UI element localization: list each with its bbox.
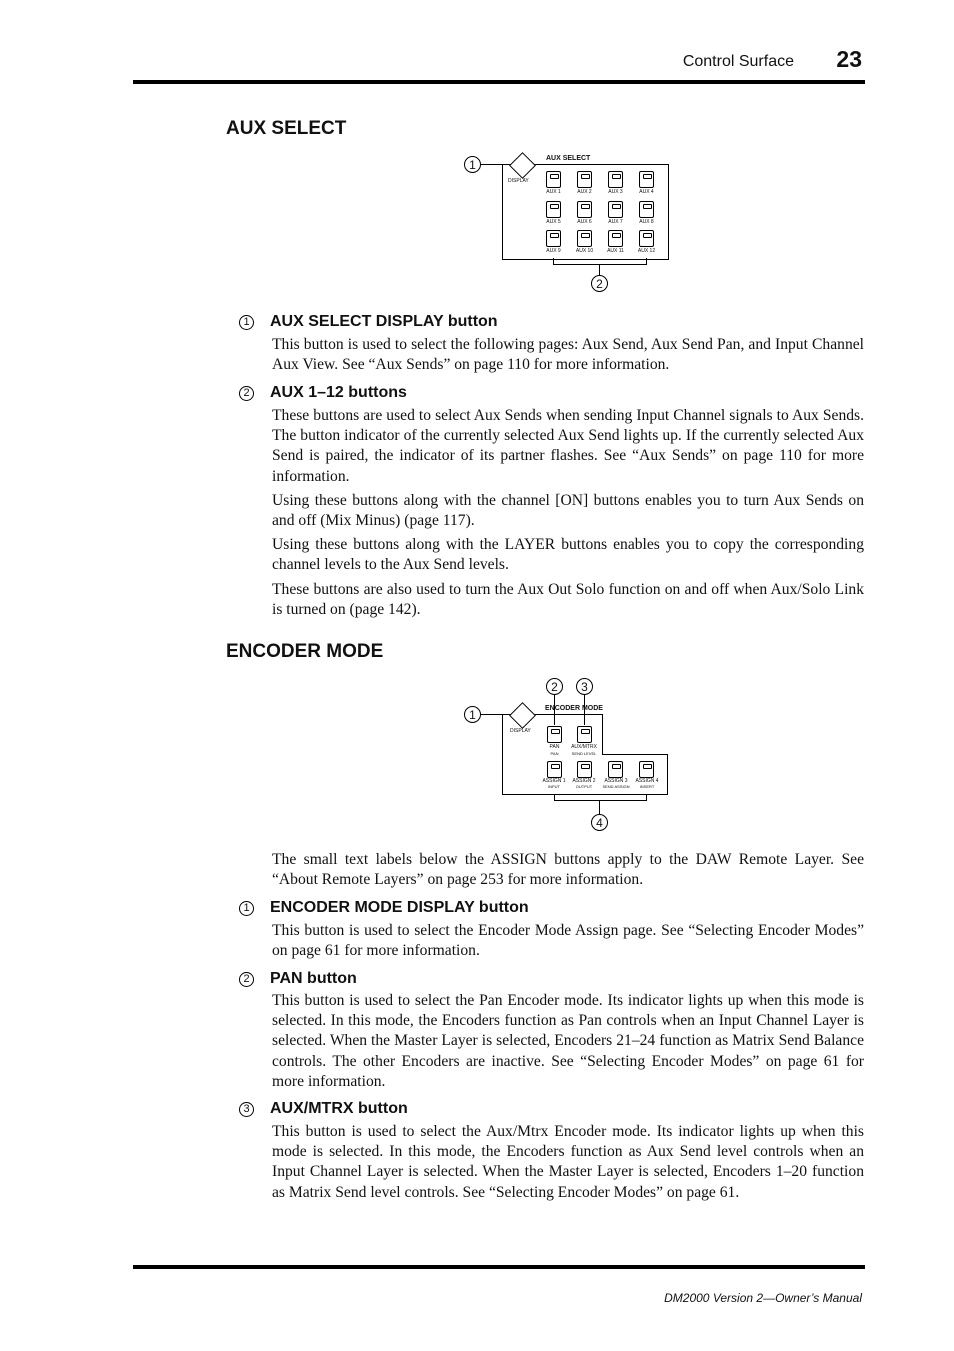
frame-step <box>602 714 603 754</box>
bracket-bottom <box>553 264 647 265</box>
encoder-item-3-heading <box>239 1100 408 1118</box>
aux-panel-title: AUX SELECT <box>546 155 591 162</box>
aux-7-label: AUX 7 <box>608 219 623 225</box>
aux-3-label: AUX 3 <box>608 189 623 195</box>
assign-3-button[interactable] <box>608 761 623 778</box>
aux-6-button[interactable] <box>577 201 592 218</box>
item-number: 2 <box>239 972 254 987</box>
bracket-stem <box>599 800 600 814</box>
item-title: AUX/MTRX button <box>270 1100 408 1117</box>
callout-1: 1 <box>464 156 481 173</box>
aux-item-2-text-3: Using these buttons along with the LAYER buttons enables you to copy the corresponding channel levels to the Aux Send levels. <box>272 536 864 574</box>
aux-5-button[interactable] <box>546 201 561 218</box>
aux-select-diagram <box>462 150 672 295</box>
callout-4: 4 <box>591 814 608 831</box>
item-number: 1 <box>239 315 254 330</box>
encoder-display-button[interactable] <box>509 702 536 729</box>
encoder-item-1-heading <box>239 899 529 917</box>
item-title: PAN button <box>270 970 357 987</box>
assign-1-button[interactable] <box>547 761 562 778</box>
callout-2: 2 <box>591 275 608 292</box>
aux-mtrx-label: AUX/MTRX <box>571 744 597 750</box>
encoder-item-1-text: This button is used to select the Encoder Mode Assign page. See “Selecting Encoder Modes” on page 61 for more information. <box>272 922 864 960</box>
frame-bottom <box>502 794 668 795</box>
aux-2-button[interactable] <box>577 171 592 188</box>
aux-11-label: AUX 11 <box>607 248 624 254</box>
aux-mtrx-button[interactable] <box>577 726 592 743</box>
frame-top-lower <box>602 754 667 755</box>
display-label: DISPLAY <box>508 178 529 184</box>
item-title: AUX 1–12 buttons <box>270 384 407 401</box>
encoder-item-3-text: This button is used to select the Aux/Mtrx Encoder mode. Its indicator lights up when this mode is selected. In this mode, the Encoders function as Aux Send level controls when an Input Channel Layer is selected. When the Master Layer is selected, Encoders 1–20 function as Matrix Send level controls. See “Selecting Encoder Modes” on page 61. <box>272 1123 864 1201</box>
section-title-encoder-mode: ENCODER MODE <box>226 641 384 662</box>
callout-2: 2 <box>546 678 563 695</box>
aux-4-label: AUX 4 <box>639 189 654 195</box>
aux-item-2-text-4: These buttons are also used to turn the Aux Out Solo function on and off when Aux/Solo Link is turned on (page 142). <box>272 581 864 619</box>
frame-right <box>667 754 668 795</box>
encoder-panel-title: ENCODER MODE <box>545 705 603 712</box>
assign-3-label: ASSIGN 3 <box>604 778 628 784</box>
assign-3-sub-label: SEND ASSIGN <box>602 784 630 789</box>
item-title: ENCODER MODE DISPLAY button <box>270 899 529 916</box>
assign-1-label: ASSIGN 1 <box>542 778 566 784</box>
aux-4-button[interactable] <box>639 171 654 188</box>
aux-1-label: AUX 1 <box>546 189 561 195</box>
aux-9-button[interactable] <box>546 230 561 247</box>
aux-5-label: AUX 5 <box>546 219 561 225</box>
item-number: 1 <box>239 901 254 916</box>
assign-2-sub-label: OUTPUT <box>575 784 593 789</box>
bracket-bottom <box>554 800 647 801</box>
assign-4-sub-label: INSERT <box>639 784 655 789</box>
encoder-intro-text: The small text labels below the ASSIGN buttons apply to the DAW Remote Layer. See “About Remote Layers” on page 253 for more information. <box>272 851 864 889</box>
running-header: Control Surface <box>682 53 794 70</box>
aux-9-label: AUX 9 <box>546 248 561 254</box>
aux-6-label: AUX 6 <box>577 219 592 225</box>
aux-item-2-text-1: These buttons are used to select Aux Sends when sending Input Channel signals to Aux Sends. The button indicator of the currently selected Aux Send lights up. If the currently selected Aux Send is paired, the indicator of its partner flashes. See “Aux Sends” on page 110 for more information. <box>272 407 864 485</box>
aux-item-2-text-2: Using these buttons along with the channel [ON] buttons enables you to turn Aux Sends on and off (Mix Minus) (page 117). <box>272 492 864 530</box>
assign-4-button[interactable] <box>639 761 654 778</box>
pan-button[interactable] <box>547 726 562 743</box>
encoder-mode-diagram <box>462 676 672 836</box>
aux-12-button[interactable] <box>639 230 654 247</box>
aux-10-button[interactable] <box>577 230 592 247</box>
header-rule <box>133 80 865 84</box>
aux-3-button[interactable] <box>608 171 623 188</box>
pan-sub-label: PAN <box>550 751 559 756</box>
item-number: 3 <box>239 1102 254 1117</box>
aux-mtrx-sub-label: SEND LEVEL <box>571 751 597 756</box>
assign-4-label: ASSIGN 4 <box>635 778 659 784</box>
footer-manual-title: DM2000 Version 2—Owner’s Manual <box>664 1291 862 1305</box>
item-title: AUX SELECT DISPLAY button <box>270 313 498 330</box>
callout-1: 1 <box>464 706 481 723</box>
assign-2-label: ASSIGN 2 <box>572 778 596 784</box>
assign-2-button[interactable] <box>577 761 592 778</box>
page-number: 23 <box>836 46 862 72</box>
aux-item-2-heading <box>239 384 407 402</box>
item-number: 2 <box>239 386 254 401</box>
aux-1-button[interactable] <box>546 171 561 188</box>
display-label: DISPLAY <box>510 728 531 734</box>
footer-rule <box>133 1265 865 1269</box>
aux-12-label: AUX 12 <box>637 248 656 254</box>
frame-left <box>502 714 503 795</box>
aux-7-button[interactable] <box>608 201 623 218</box>
encoder-item-2-heading <box>239 970 357 988</box>
aux-2-label: AUX 2 <box>577 189 592 195</box>
aux-11-button[interactable] <box>608 230 623 247</box>
aux-item-1-text: This button is used to select the following pages: Aux Send, Aux Send Pan, and Input Channel Aux View. See “Aux Sends” on page 110 for more information. <box>272 336 864 374</box>
pan-label: PAN <box>549 744 560 750</box>
aux-item-1-heading <box>239 313 498 331</box>
callout-3: 3 <box>576 678 593 695</box>
assign-1-sub-label: INPUT <box>548 784 560 789</box>
aux-10-label: AUX 10 <box>575 248 594 254</box>
encoder-item-2-text: This button is used to select the Pan Encoder mode. Its indicator lights up when this mode is selected. In this mode, the Encoders function as Pan controls when an Input Channel Layer is selected. When the Master Layer is selected, Encoders 21–24 function as Matrix Send Balance controls. The other Encoders are inactive. See “Selecting Encoder Modes” on page 61 for more information. <box>272 992 864 1090</box>
section-title-aux-select: AUX SELECT <box>226 118 347 139</box>
aux-8-label: AUX 8 <box>639 219 654 225</box>
aux-8-button[interactable] <box>639 201 654 218</box>
